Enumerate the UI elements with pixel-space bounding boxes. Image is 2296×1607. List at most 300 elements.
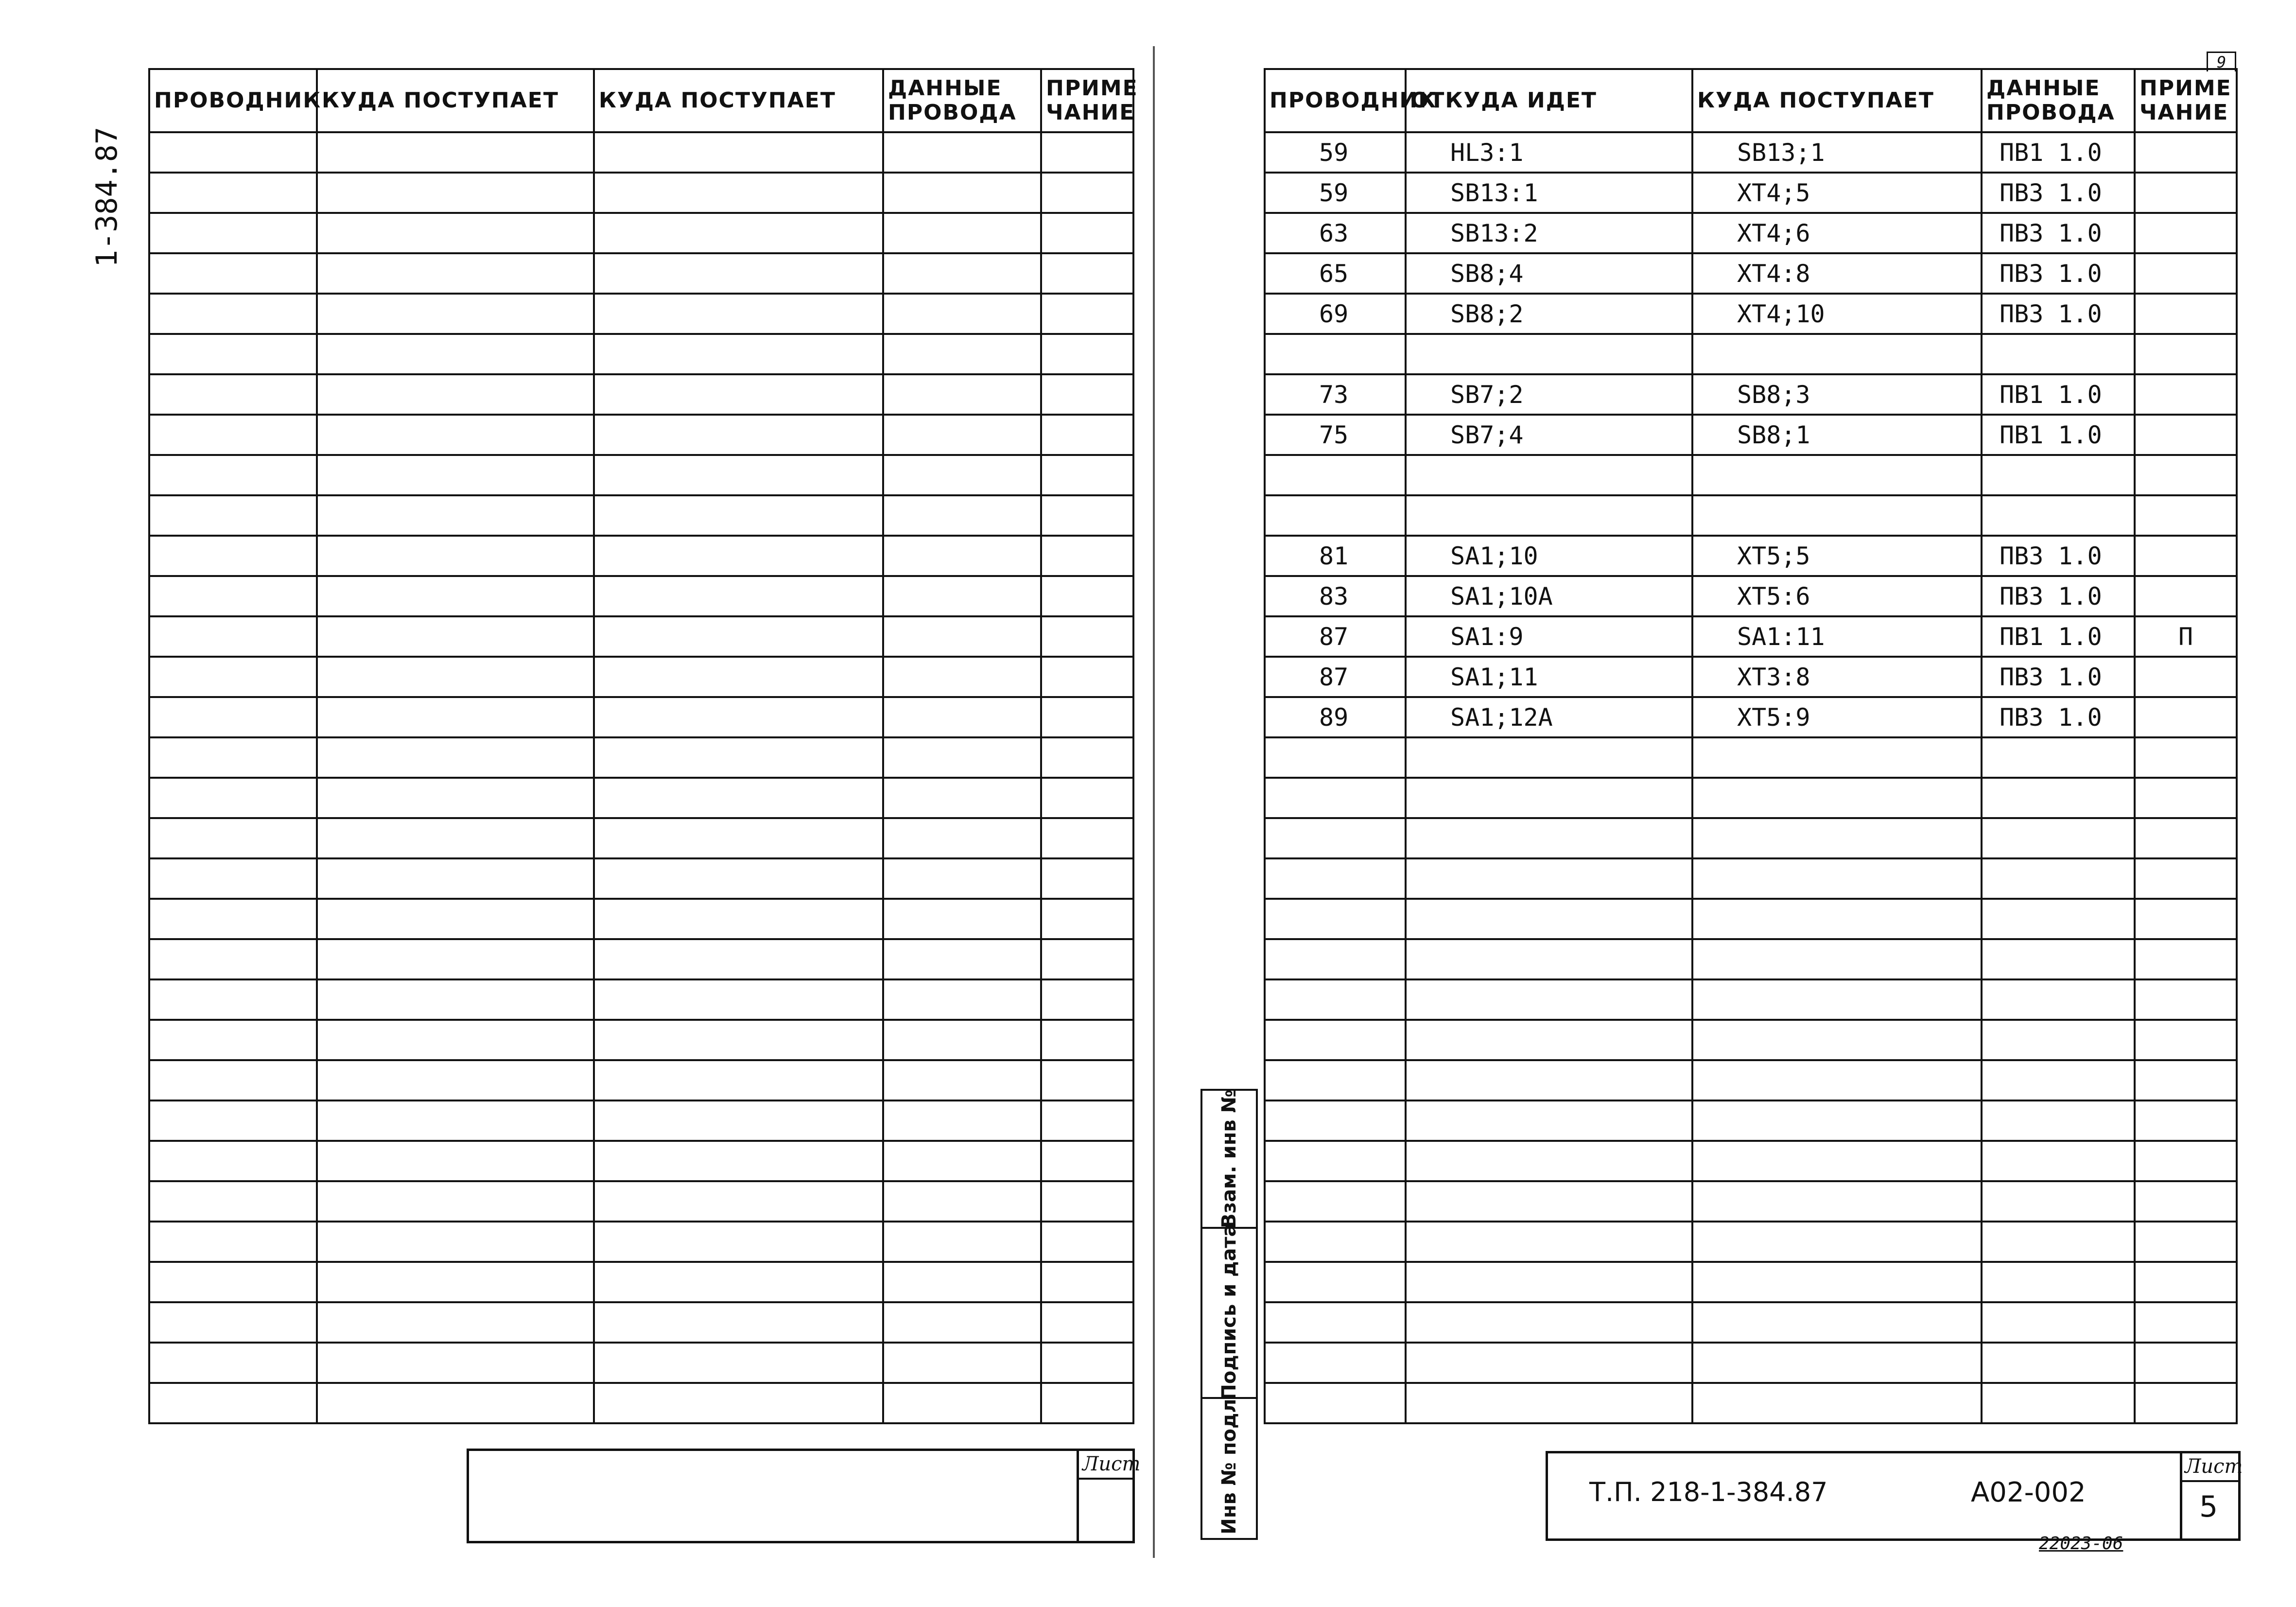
left-table-cell (883, 495, 1041, 536)
sheet-number: 5 (2199, 1490, 2218, 1524)
left-header-destination-a: КУДА ПОСТУПАЕТ (317, 69, 594, 132)
table-row (1265, 979, 2237, 1020)
destination-cell: XT4;6 (1692, 213, 1982, 253)
left-table-cell (1041, 334, 1133, 374)
left-table-row (149, 455, 1133, 495)
source-cell: SB13:1 (1406, 173, 1692, 213)
left-table-cell (149, 576, 317, 616)
wire-data-cell (1982, 1060, 2135, 1100)
left-table-cell (1041, 1100, 1133, 1141)
source-cell (1406, 1020, 1692, 1060)
left-table-cell (317, 737, 594, 778)
left-table-cell (594, 778, 883, 818)
left-table-cell (883, 213, 1041, 253)
left-table-cell (883, 253, 1041, 294)
left-table-cell (1041, 1343, 1133, 1383)
wire-data-cell (1982, 939, 2135, 979)
left-table-cell (883, 778, 1041, 818)
note-cell (2135, 213, 2237, 253)
wire-data-cell: ПВ1 1.0 (1982, 415, 2135, 455)
table-row (1265, 1262, 2237, 1302)
stamp-cell-replacement-inv: Взам. инв № (1202, 1091, 1256, 1229)
left-table-cell (594, 1060, 883, 1100)
source-cell (1406, 1222, 1692, 1262)
left-table-cell (149, 657, 317, 697)
left-table-cell (149, 1100, 317, 1141)
left-table-cell (149, 939, 317, 979)
left-table-row (149, 1100, 1133, 1141)
table-row (1265, 253, 2237, 294)
wire-data-cell: ПВ1 1.0 (1982, 132, 2135, 173)
conductor-cell (1265, 334, 1406, 374)
note-cell (2135, 939, 2237, 979)
left-table-cell (883, 1302, 1041, 1343)
source-cell (1406, 495, 1692, 536)
left-table-cell (149, 1222, 317, 1262)
conductor-cell: 63 (1265, 213, 1406, 253)
source-cell (1406, 979, 1692, 1020)
source-cell: SB7;4 (1406, 415, 1692, 455)
wire-data-cell (1982, 979, 2135, 1020)
source-cell (1406, 1060, 1692, 1100)
wire-data-cell: ПВ1 1.0 (1982, 616, 2135, 657)
destination-cell (1692, 858, 1982, 899)
left-table-cell (1041, 213, 1133, 253)
conductor-cell: 59 (1265, 173, 1406, 213)
left-table-cell (594, 173, 883, 213)
left-table-cell (883, 858, 1041, 899)
table-row (1265, 334, 2237, 374)
source-cell (1406, 1181, 1692, 1222)
wire-data-cell (1982, 899, 2135, 939)
left-table-cell (317, 132, 594, 173)
conductor-cell: 69 (1265, 294, 1406, 334)
source-cell: SA1;11 (1406, 657, 1692, 697)
left-table-cell (1041, 1383, 1133, 1423)
source-cell (1406, 1141, 1692, 1181)
left-table-row (149, 253, 1133, 294)
left-table-row (149, 657, 1133, 697)
left-table-cell (149, 1181, 317, 1222)
left-table-cell (1041, 858, 1133, 899)
note-cell (2135, 536, 2237, 576)
conductor-cell: 89 (1265, 697, 1406, 737)
margin-document-code: 1-384.87 (90, 127, 124, 267)
destination-cell (1692, 495, 1982, 536)
table-row (1265, 455, 2237, 495)
left-table-cell (883, 1020, 1041, 1060)
destination-cell (1692, 1302, 1982, 1343)
left-header-conductor: ПРОВОДНИК (149, 69, 317, 132)
left-table-row (149, 1302, 1133, 1343)
note-cell (2135, 374, 2237, 415)
destination-cell: XT3:8 (1692, 657, 1982, 697)
conductor-cell: 83 (1265, 576, 1406, 616)
left-table-cell (149, 334, 317, 374)
note-cell (2135, 1302, 2237, 1343)
left-table-cell (594, 1262, 883, 1302)
left-wiring-table (148, 68, 1138, 1424)
table-row (1265, 1222, 2237, 1262)
left-table-row (149, 1060, 1133, 1100)
source-cell (1406, 334, 1692, 374)
left-table-cell (1041, 979, 1133, 1020)
left-table-cell (317, 374, 594, 415)
left-table-row (149, 173, 1133, 213)
left-table-cell (149, 213, 317, 253)
left-table-row (149, 1181, 1133, 1222)
destination-cell: SA1:11 (1692, 616, 1982, 657)
wire-data-cell (1982, 1262, 2135, 1302)
left-table-cell (1041, 536, 1133, 576)
wire-data-cell: ПВ3 1.0 (1982, 657, 2135, 697)
left-table-cell (594, 495, 883, 536)
left-table-cell (149, 858, 317, 899)
left-table-cell (594, 374, 883, 415)
left-table-row (149, 294, 1133, 334)
left-table-cell (883, 1262, 1041, 1302)
note-cell (2135, 657, 2237, 697)
left-table-cell (594, 455, 883, 495)
wire-data-cell: ПВ3 1.0 (1982, 173, 2135, 213)
conductor-cell (1265, 1020, 1406, 1060)
left-table-cell (883, 616, 1041, 657)
left-table-cell (149, 697, 317, 737)
conductor-cell (1265, 778, 1406, 818)
left-table-row (149, 697, 1133, 737)
source-cell (1406, 778, 1692, 818)
conductor-cell (1265, 1383, 1406, 1423)
table-row (1265, 939, 2237, 979)
left-table-row (149, 536, 1133, 576)
left-table-cell (1041, 1060, 1133, 1100)
wire-data-cell (1982, 818, 2135, 858)
destination-cell (1692, 1141, 1982, 1181)
conductor-cell (1265, 899, 1406, 939)
left-table-cell (317, 495, 594, 536)
left-table-cell (149, 899, 317, 939)
wire-data-cell (1982, 1343, 2135, 1383)
left-table-row (149, 979, 1133, 1020)
conductor-cell: 73 (1265, 374, 1406, 415)
left-table-cell (317, 1100, 594, 1141)
conductor-cell (1265, 1262, 1406, 1302)
destination-cell: XT5:9 (1692, 697, 1982, 737)
left-table-cell (1041, 1141, 1133, 1181)
source-cell (1406, 455, 1692, 495)
left-table-row (149, 1141, 1133, 1181)
wire-data-cell (1982, 737, 2135, 778)
left-table-row (149, 576, 1133, 616)
left-table-row (149, 334, 1133, 374)
conductor-cell (1265, 1181, 1406, 1222)
left-table-cell (1041, 939, 1133, 979)
left-table-cell (149, 294, 317, 334)
wire-data-cell: ПВ1 1.0 (1982, 374, 2135, 415)
left-table-cell (317, 1060, 594, 1100)
left-table-cell (1041, 173, 1133, 213)
wire-data-cell (1982, 1383, 2135, 1423)
note-cell (2135, 778, 2237, 818)
table-row (1265, 173, 2237, 213)
conductor-cell: 75 (1265, 415, 1406, 455)
left-table-cell (149, 616, 317, 657)
archive-number: 22023-06 (2039, 1534, 2123, 1554)
table-row (1265, 1181, 2237, 1222)
left-table-cell (1041, 294, 1133, 334)
note-cell (2135, 1141, 2237, 1181)
source-cell (1406, 1262, 1692, 1302)
left-table-cell (1041, 415, 1133, 455)
table-row (1265, 657, 2237, 697)
conductor-cell (1265, 979, 1406, 1020)
note-cell (2135, 858, 2237, 899)
left-table-cell (149, 495, 317, 536)
note-cell (2135, 899, 2237, 939)
left-table-cell (317, 173, 594, 213)
left-table-row (149, 616, 1133, 657)
destination-cell (1692, 334, 1982, 374)
left-table-cell (883, 1383, 1041, 1423)
left-table-row (149, 1222, 1133, 1262)
left-table-cell (149, 1302, 317, 1343)
wire-data-cell: ПВ3 1.0 (1982, 253, 2135, 294)
table-row (1265, 1020, 2237, 1060)
left-table-cell (317, 415, 594, 455)
destination-cell: XT4:8 (1692, 253, 1982, 294)
destination-cell (1692, 1020, 1982, 1060)
conductor-cell (1265, 1343, 1406, 1383)
left-table-cell (594, 616, 883, 657)
left-table-cell (317, 858, 594, 899)
left-table-row (149, 132, 1133, 173)
right-header-destination: КУДА ПОСТУПАЕТ (1692, 69, 1982, 132)
left-table-cell (594, 415, 883, 455)
left-table-cell (149, 737, 317, 778)
conductor-cell (1265, 818, 1406, 858)
note-cell (2135, 979, 2237, 1020)
destination-cell (1692, 1100, 1982, 1141)
note-cell (2135, 495, 2237, 536)
left-table-cell (317, 899, 594, 939)
source-cell (1406, 939, 1692, 979)
left-table-cell (883, 173, 1041, 213)
left-table-cell (594, 132, 883, 173)
left-table-row (149, 899, 1133, 939)
wire-data-cell: ПВ3 1.0 (1982, 536, 2135, 576)
left-table-cell (883, 1181, 1041, 1222)
table-row (1265, 899, 2237, 939)
left-table-cell (317, 1262, 594, 1302)
note-cell (2135, 818, 2237, 858)
left-table-row (149, 1383, 1133, 1423)
left-table-cell (594, 697, 883, 737)
table-row (1265, 1100, 2237, 1141)
stamp-cell-original-inv: Инв № подл (1218, 1398, 1240, 1535)
destination-cell (1692, 1343, 1982, 1383)
destination-cell (1692, 818, 1982, 858)
wire-data-cell (1982, 455, 2135, 495)
left-table-cell (317, 979, 594, 1020)
right-sheet-label: Лист (2185, 1455, 2243, 1478)
source-cell: SA1;12A (1406, 697, 1692, 737)
left-table-cell (883, 1222, 1041, 1262)
left-table-cell (149, 979, 317, 1020)
left-table-row (149, 818, 1133, 858)
left-table-row (149, 1020, 1133, 1060)
source-cell (1406, 818, 1692, 858)
left-table-row (149, 858, 1133, 899)
destination-cell (1692, 1222, 1982, 1262)
source-cell: SB13:2 (1406, 213, 1692, 253)
left-header-note: ПРИМЕ ЧАНИЕ (1041, 69, 1133, 132)
left-table-cell (317, 1343, 594, 1383)
left-table-cell (594, 294, 883, 334)
conductor-cell (1265, 1060, 1406, 1100)
left-table-cell (1041, 1181, 1133, 1222)
conductor-cell: 87 (1265, 616, 1406, 657)
left-table-cell (1041, 778, 1133, 818)
table-row (1265, 778, 2237, 818)
source-cell: SA1;10 (1406, 536, 1692, 576)
left-table-cell (883, 1141, 1041, 1181)
left-table-cell (1041, 697, 1133, 737)
source-cell (1406, 1100, 1692, 1141)
table-row (1265, 1383, 2237, 1423)
destination-cell (1692, 455, 1982, 495)
source-cell (1406, 1383, 1692, 1423)
table-row (1265, 495, 2237, 536)
conductor-cell (1265, 1302, 1406, 1343)
left-table-cell (883, 374, 1041, 415)
note-cell (2135, 1262, 2237, 1302)
left-table-row (149, 1262, 1133, 1302)
left-table-cell (594, 939, 883, 979)
left-table-cell (1041, 374, 1133, 415)
note-cell (2135, 253, 2237, 294)
conductor-cell (1265, 858, 1406, 899)
wire-data-cell: ПВ3 1.0 (1982, 213, 2135, 253)
destination-cell: XT4;10 (1692, 294, 1982, 334)
left-table-cell (149, 1141, 317, 1181)
wire-data-cell (1982, 1302, 2135, 1343)
right-header-source: ОТКУДА ИДЕТ (1406, 69, 1692, 132)
left-table-cell (149, 374, 317, 415)
destination-cell (1692, 979, 1982, 1020)
note-cell (2135, 132, 2237, 173)
left-table-row (149, 778, 1133, 818)
left-table-cell (317, 1181, 594, 1222)
note-cell (2135, 1343, 2237, 1383)
source-cell (1406, 858, 1692, 899)
note-cell (2135, 1222, 2237, 1262)
table-row (1265, 858, 2237, 899)
left-title-block (467, 1449, 1141, 1543)
left-table-cell (883, 536, 1041, 576)
source-cell: HL3:1 (1406, 132, 1692, 173)
note-cell (2135, 1100, 2237, 1141)
right-header-conductor: ПРОВОДНИК (1265, 69, 1406, 132)
note-cell (2135, 576, 2237, 616)
destination-cell: SB8;3 (1692, 374, 1982, 415)
conductor-cell (1265, 1222, 1406, 1262)
approval-side-stamp (1200, 1089, 1258, 1540)
left-table-cell (883, 1343, 1041, 1383)
wire-data-cell (1982, 1181, 2135, 1222)
left-table-cell (317, 1020, 594, 1060)
table-row (1265, 1060, 2237, 1100)
destination-cell: XT5:6 (1692, 576, 1982, 616)
left-table-cell (149, 536, 317, 576)
wire-data-cell (1982, 1141, 2135, 1181)
left-table-cell (594, 536, 883, 576)
destination-cell (1692, 737, 1982, 778)
wire-data-cell: ПВ3 1.0 (1982, 576, 2135, 616)
destination-cell (1692, 939, 1982, 979)
left-table-cell (149, 415, 317, 455)
table-row (1265, 294, 2237, 334)
left-table-cell (149, 1020, 317, 1060)
source-cell: SA1;10A (1406, 576, 1692, 616)
left-table-cell (317, 1141, 594, 1181)
destination-cell: SB8;1 (1692, 415, 1982, 455)
left-table-cell (883, 294, 1041, 334)
wire-data-cell (1982, 778, 2135, 818)
left-table-row (149, 374, 1133, 415)
left-table-cell (1041, 1262, 1133, 1302)
left-header-wire-data: ДАННЫЕ ПРОВОДА (883, 69, 1041, 132)
destination-cell (1692, 1060, 1982, 1100)
left-table-cell (883, 1060, 1041, 1100)
source-cell: SB8;4 (1406, 253, 1692, 294)
destination-cell: XT4;5 (1692, 173, 1982, 213)
source-cell: SA1:9 (1406, 616, 1692, 657)
left-table-cell (317, 818, 594, 858)
left-table-cell (317, 455, 594, 495)
destination-cell (1692, 899, 1982, 939)
left-table-cell (594, 1181, 883, 1222)
table-row (1265, 818, 2237, 858)
table-row (1265, 697, 2237, 737)
left-table-cell (149, 173, 317, 213)
left-table-cell (883, 818, 1041, 858)
left-table-cell (594, 576, 883, 616)
source-cell (1406, 1302, 1692, 1343)
note-cell (2135, 294, 2237, 334)
table-row (1265, 536, 2237, 576)
conductor-cell (1265, 939, 1406, 979)
table-row (1265, 1343, 2237, 1383)
table-row (1265, 213, 2237, 253)
left-table-cell (883, 334, 1041, 374)
left-table-row (149, 1343, 1133, 1383)
left-table-cell (1041, 495, 1133, 536)
left-table-cell (149, 1060, 317, 1100)
left-table-row (149, 213, 1133, 253)
destination-cell (1692, 1181, 1982, 1222)
right-header-wire-data: ДАННЫЕ ПРОВОДА (1982, 69, 2135, 132)
left-table-cell (1041, 132, 1133, 173)
document-designation: Т.П. 218-1-384.87 (1589, 1477, 1828, 1507)
left-table-cell (594, 1222, 883, 1262)
left-table-cell (149, 455, 317, 495)
wire-data-cell (1982, 1222, 2135, 1262)
left-table-cell (317, 1222, 594, 1262)
left-sheet-label: Лист (1082, 1453, 1141, 1475)
note-cell (2135, 1020, 2237, 1060)
left-table-cell (317, 294, 594, 334)
left-table-cell (883, 657, 1041, 697)
